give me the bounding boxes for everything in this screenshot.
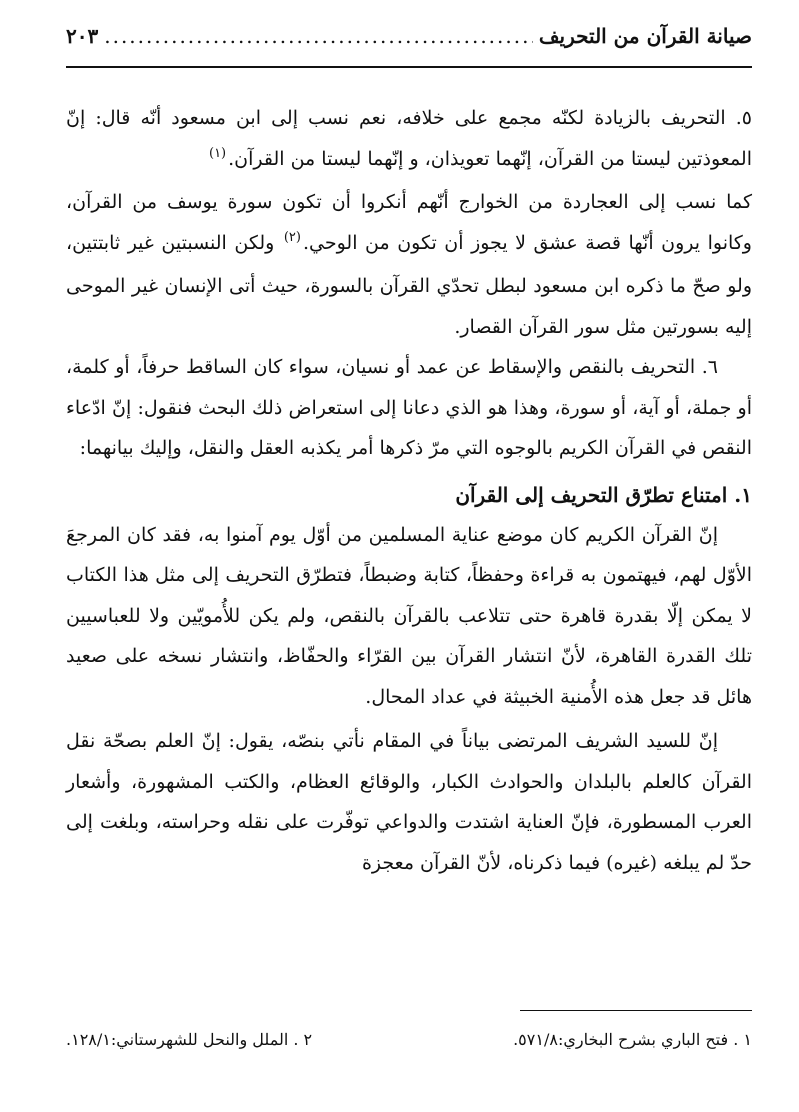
page-body — [66, 98, 752, 883]
leader-dots — [104, 24, 533, 48]
footnotes — [66, 1028, 752, 1052]
paragraph-text: كما نسب إلى العجاردة من الخوارج أنّهم أنكروا أن تكون سورة يوسف من القرآن، وكانوا يرون أنّها قصة عشق لا يجوز أن تكون من الوحي. — [66, 191, 752, 254]
paragraph-text: ٦. التحريف بالنقص والإسقاط عن عمد أو نسيان، سواء كان الساقط حرفاً، أو كلمة، أو جملة، أو آية، أو سورة، وهذا هو الذي دعانا إلى استعراض ذلك البحث فنقول: إنّ ادّعاء النقص في القرآن الكريم بالوجوه التي مرّ ذكرها أمر يكذبه العقل والنقل، وإليك بيانهما: — [66, 356, 752, 459]
footnote-ref-2[interactable]: (٢) — [283, 229, 301, 245]
section-paragraph — [66, 515, 752, 718]
section-heading: ١. امتناع تطرّق التحريف إلى القرآن — [455, 482, 752, 507]
running-header — [66, 24, 752, 64]
running-header-title: صيانة القرآن من التحريف — [538, 24, 752, 48]
book-page — [66, 24, 752, 1084]
paragraph-item-5 — [66, 98, 752, 182]
paragraph-text: إنّ للسيد الشريف المرتضى بياناً في المقام نأتي بنصّه، يقول: إنّ العلم بصحّة نقل القرآن كالعلم بالبلدان والحوادث الكبار، والوقائع العظام، والكتب المشهورة، وأشعار العرب المسطورة، فإنّ العناية اشتدت والدواعي توفّرت على نقله وحراسته، وبلغت إلى حدّ لم يبلغه (غيره) فيما ذكرناه، لأنّ القرآن معجزة — [66, 730, 752, 874]
footnote-2: ٢ . الملل والنحل للشهرستاني:١٢٨/١. — [66, 1030, 313, 1049]
paragraph-text: إنّ القرآن الكريم كان موضع عناية المسلمين من أوّل يوم آمنوا به، فقد كان المرجعَ الأوّل لهم، فيهتمون به قراءة وحفظاً، كتابة وضبطاً، فتطرّق التحريف إلى مثل هذا الكتاب لا يمكن إلّا بقدرة قاهرة حتى تتلاعب بالقرآن بالنقص، ولم يكن للأُمويّين ولا للعباسيين تلك القدرة القاهرة، لأنّ انتشار القرآن بين القرّاء والحفّاظ، وانتشار نسخه على صعيد هائل قد جعل هذه الأُمنية الخبيثة في عداد المحال. — [66, 523, 752, 708]
header-rule — [66, 66, 752, 68]
page-number: ٢٠٣ — [66, 24, 99, 48]
paragraph-text: ولكن النسبتين غير ثابتتين، ولو صحّ ما ذكره ابن مسعود لبطل تحدّي القرآن بالسورة، حيث أتى الإنسان غير الموحى إليه بسورتين مثل سور القرآن القصار. — [66, 231, 752, 338]
paragraph-item-6 — [66, 347, 752, 469]
paragraph-ajarida — [66, 182, 752, 347]
section-paragraph — [66, 721, 752, 883]
footnote-ref-1[interactable]: (١) — [208, 145, 227, 161]
footnote-rule — [520, 1010, 752, 1011]
footnote-1: ١ . فتح الباري بشرح البخاري:٥٧١/٨. — [513, 1030, 752, 1049]
paragraph-text: ٥. التحريف بالزيادة لكنّه مجمع على خلافه، نعم نسب إلى ابن مسعود أنّه قال: إنّ المعوذتين ليستا من القرآن، إنّهما تعويذان، و إنّهما ليستا من القرآن. — [66, 107, 752, 170]
